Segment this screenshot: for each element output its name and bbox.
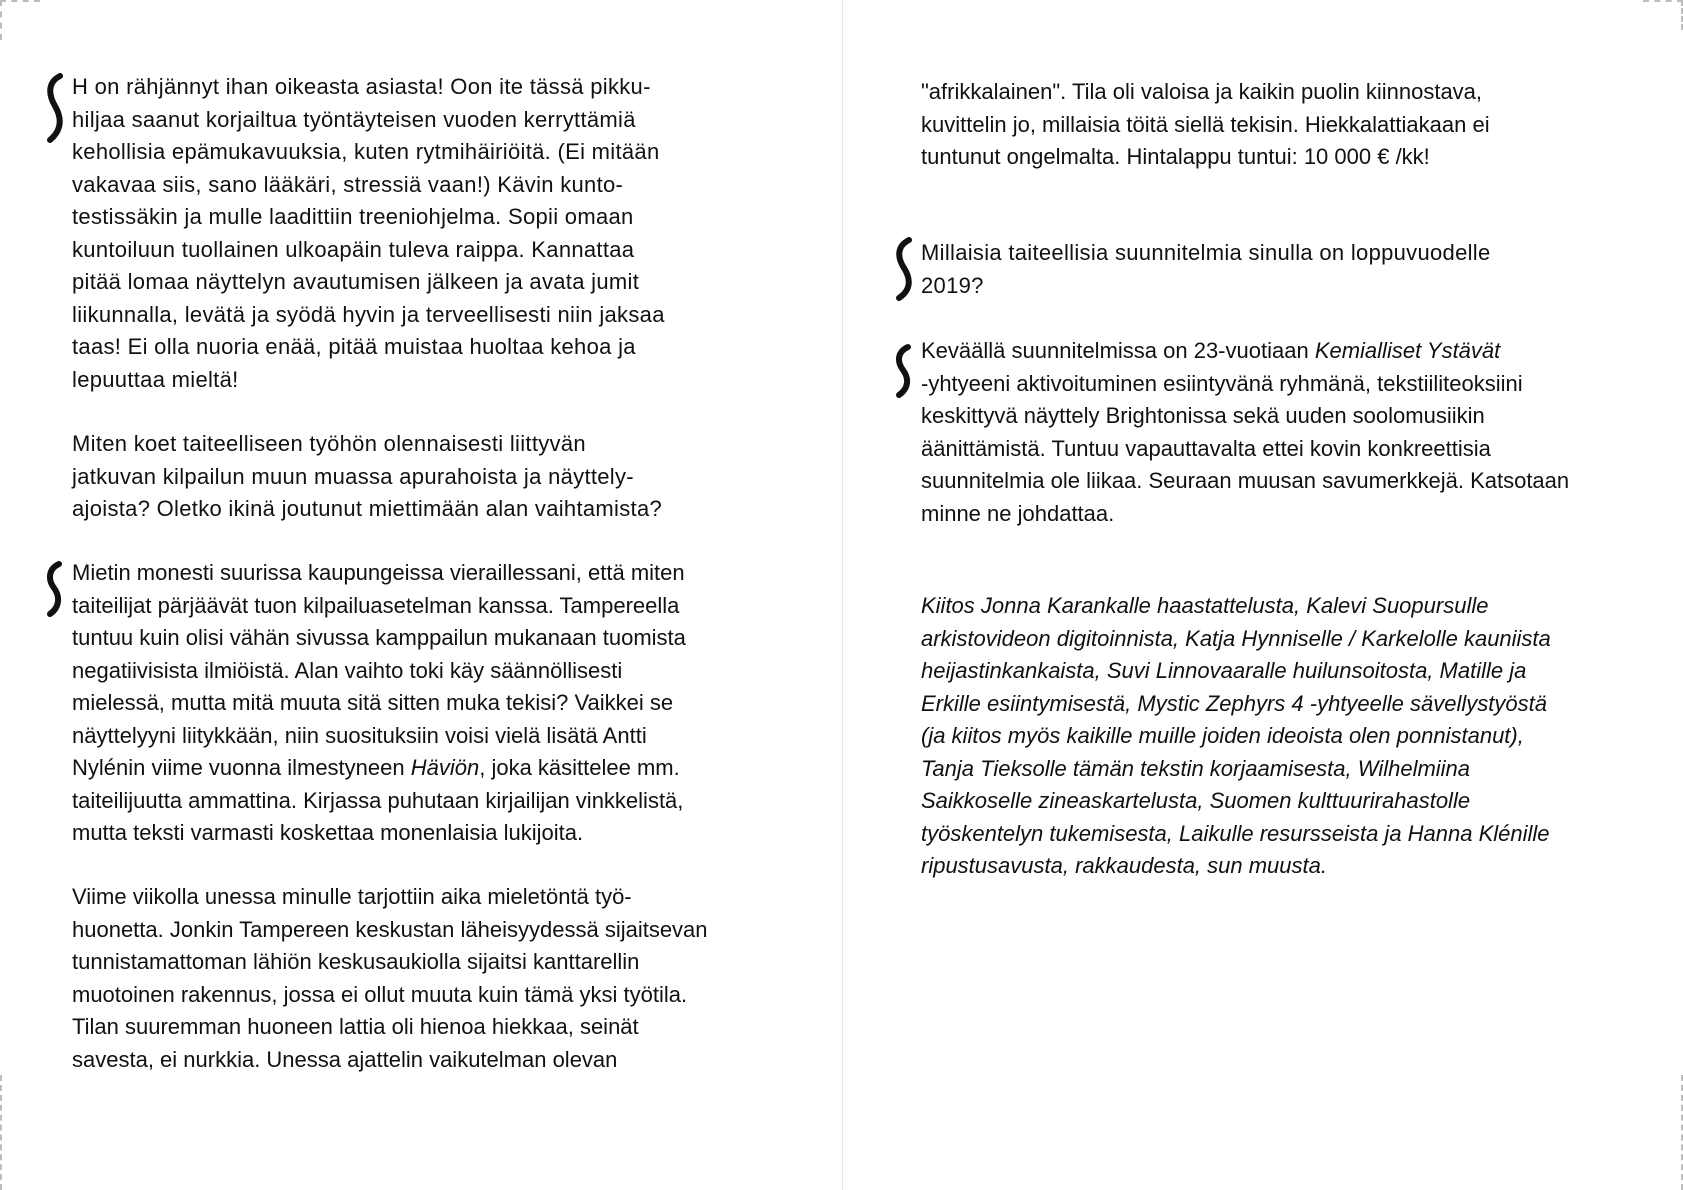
- answer-paragraph-3: [72, 557, 686, 850]
- answer-paragraph-4: Viime viikolla unessa minulle tarjottiin aika mieletöntä työ- huonetta. Jonkin Tampereen keskustan läheisyydessä sijaitsevan tunnistamattoman lähiön keskusaukiolla sijaitsi kanttarellin muotoinen rakennus, jossa ei ollut muuta kuin tämä yksi työtila. Tilan suuremman huoneen lattia oli hienoa hiekkaa, seinät savesta, ei nurkkia. Unessa ajattelin vaikutelman olevan: [72, 884, 708, 1072]
- crop-mark-top-left-vertical: [0, 0, 2, 40]
- question-paragraph-future: Millaisia taiteellisia suunnitelmia sinulla on loppuvuodelle 2019?: [921, 240, 1491, 298]
- answer-3-text-after: , joka käsittelee mm. taiteilijuutta ammattina. Kirjassa puhutaan kirjailijan vinkkelistä, mutta teksti varmasti koskettaa monenlaisia lukijoita.: [72, 755, 684, 845]
- answer-paragraph-1: H on rähjännyt ihan oikeasta asiasta! Oon ite tässä pikku- hiljaa saanut korjailtua työntäyteisen vuoden kerryttämiä kehollisia epämukavuuksia, kuten rytmihäiriöitä. (Ei mitään vakavaa siis, sano lääkäri, stressiä vaan!) Kävin kunto- testissäkin ja mulle laadittiin treeniohjelma. Sopii omaan kuntoiluun tuollainen ulkoapäin tuleva raippa. Kannattaa pitää lomaa näyttelyn avautumisen jälkeen ja avata jumit liikunnalla, levätä ja syödä hyvin ja terveellisesti niin jaksaa taas! Ei olla nuoria enää, pitää muistaa huoltaa kehoa ja lepuuttaa mieltä!: [72, 74, 665, 392]
- page-gutter: [842, 0, 843, 1190]
- answer-3-text-before: Mietin monesti suurissa kaupungeissa vieraillessani, että miten taiteilijat pärjäävät tuon kilpailuasetelman kanssa. Tampereella tuntuu kuin olisi vähän sivussa kamppailun mukanaan tuomista negatiivisista ilmiöistä. Alan vaihto toki käy säännöllisesti mielessä, mutta mitä muuta sitä sitten muka tekisi? Vaikkei se näyttelyyni liitykkään, niin suosituksiin voisi vielä lisätä Antti Nylénin viime vuonna ilmestyneen: [72, 560, 686, 780]
- answer-future-text-before: Keväällä suunnitelmissa on 23-vuotiaan: [921, 338, 1315, 363]
- crop-mark-top-left: [0, 0, 40, 2]
- book-title-italic: Häviön: [410, 755, 480, 780]
- swash-s-answer-icon: [42, 72, 68, 144]
- answer-continuation: "afrikkalainen". Tila oli valoisa ja kaikin puolin kiinnostava, kuvittelin jo, millaisia töitä siellä tekisin. Hiekkalattiakaan ei tuntunut ongelmalta. Hintalappu tuntui: 10 000 € /kk!: [921, 79, 1490, 169]
- band-name-italic: Kemialliset Ystävät: [1314, 338, 1501, 363]
- answer-future-text-after: -yhtyeeni aktivoituminen esiintyvänä ryhmänä, tekstiiliteoksiini keskittyvä näyttely Brightonissa sekä uuden soolomusiikin äänittämistä. Tuntuu vapauttavalta ettei kovin konkreettisia suunnitelmia ole liikaa. Seuraan muusan savumerkkejä. Katsotaan minne ne johdattaa.: [921, 370, 1570, 526]
- acknowledgements: Kiitos Jonna Karankalle haastattelusta, Kalevi Suopursulle arkistovideon digitoinnista, Katja Hynniselle / Karkelolle kauniista heijastinkankaista, Suvi Linnovaaralle huilunsoitosta, Matille ja Erkille esiintymisestä, Mystic Zephyrs 4 -yhtyeelle sävellystyöstä (ja kiitos myös kaikille muille joiden ideoista olen ponnistanut), Tanja Tieksolle tämän tekstin korjaamisesta, Wilhelmiina Saikkoselle zineaskartelusta, Suomen kulttuurirahastolle työskentelyn tukemisesta, Laikulle resursseista ja Hanna Klénille ripustusavusta, rakkaudesta, sun muusta.: [921, 593, 1551, 878]
- swash-s-question-icon: [891, 236, 917, 302]
- question-paragraph-2: Miten koet taiteelliseen työhön olennaisesti liittyvän jatkuvan kilpailun muun muassa apurahoista ja näyttely- ajoista? Oletko ikinä joutunut miettimään alan vaihtamista?: [72, 431, 663, 521]
- answer-paragraph-future: [921, 335, 1569, 530]
- crop-mark-top-right: [1643, 0, 1683, 2]
- swash-s-answer-icon: [42, 560, 66, 618]
- swash-s-answer-icon: [891, 343, 915, 399]
- crop-mark-bottom-left: [0, 1075, 2, 1190]
